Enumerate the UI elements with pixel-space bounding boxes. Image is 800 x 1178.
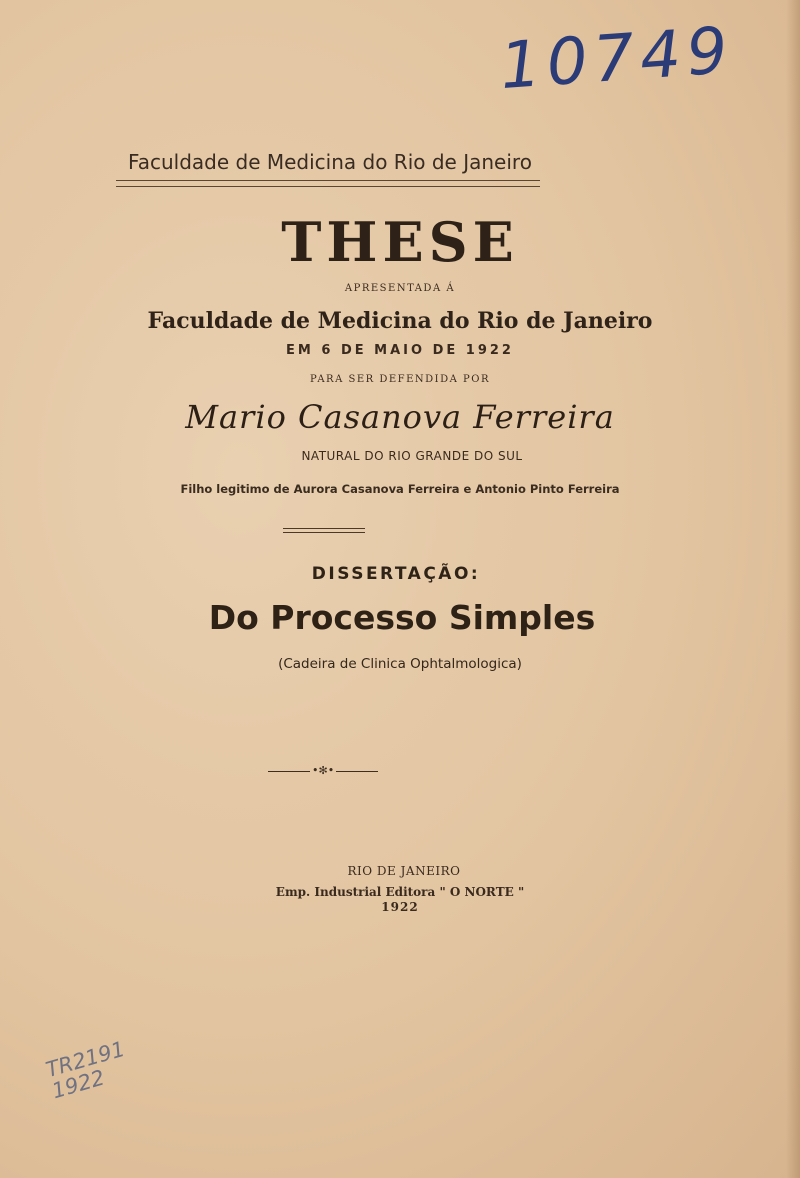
header-double-rule — [116, 180, 540, 187]
handwritten-accession-number: 10749 — [497, 13, 736, 105]
ornament-line-right — [336, 771, 378, 772]
dissertation-label: DISSERTAÇÃO: — [311, 564, 481, 584]
faculty-header: Faculdade de Medicina do Rio de Janeiro — [128, 150, 532, 174]
ornament-divider — [268, 764, 378, 778]
institution-line: Faculdade de Medicina do Rio de Janeiro — [147, 308, 653, 334]
defended-by-line: PARA SER DEFENDIDA POR — [310, 374, 490, 385]
author-filiation: Filho legitimo de Aurora Casanova Ferreira e Antonio Pinto Ferreira — [180, 482, 620, 496]
author-name: Mario Casanova Ferreira — [185, 398, 615, 436]
imprint-publisher: Emp. Industrial Editora " O NORTE " — [275, 885, 525, 899]
section-divider — [283, 528, 365, 533]
presented-to-line: APRESENTADA Á — [344, 283, 456, 294]
imprint-year: 1922 — [381, 900, 419, 914]
handwritten-shelf-mark: TR2191 1922 — [43, 1036, 128, 1104]
ornament-glyph: •✻• — [312, 764, 335, 777]
page-edge-shadow — [786, 0, 800, 1178]
these-title: THESE — [281, 210, 519, 274]
dissertation-title: Do Processo Simples — [208, 598, 596, 637]
dissertation-chair: (Cadeira de Clinica Ophtalmologica) — [278, 656, 522, 672]
author-origin: NATURAL DO RIO GRANDE DO SUL — [301, 449, 523, 463]
imprint-city: RIO DE JANEIRO — [347, 864, 461, 878]
ornament-line-left — [268, 771, 310, 772]
defense-date: EM 6 DE MAIO DE 1922 — [286, 343, 514, 358]
